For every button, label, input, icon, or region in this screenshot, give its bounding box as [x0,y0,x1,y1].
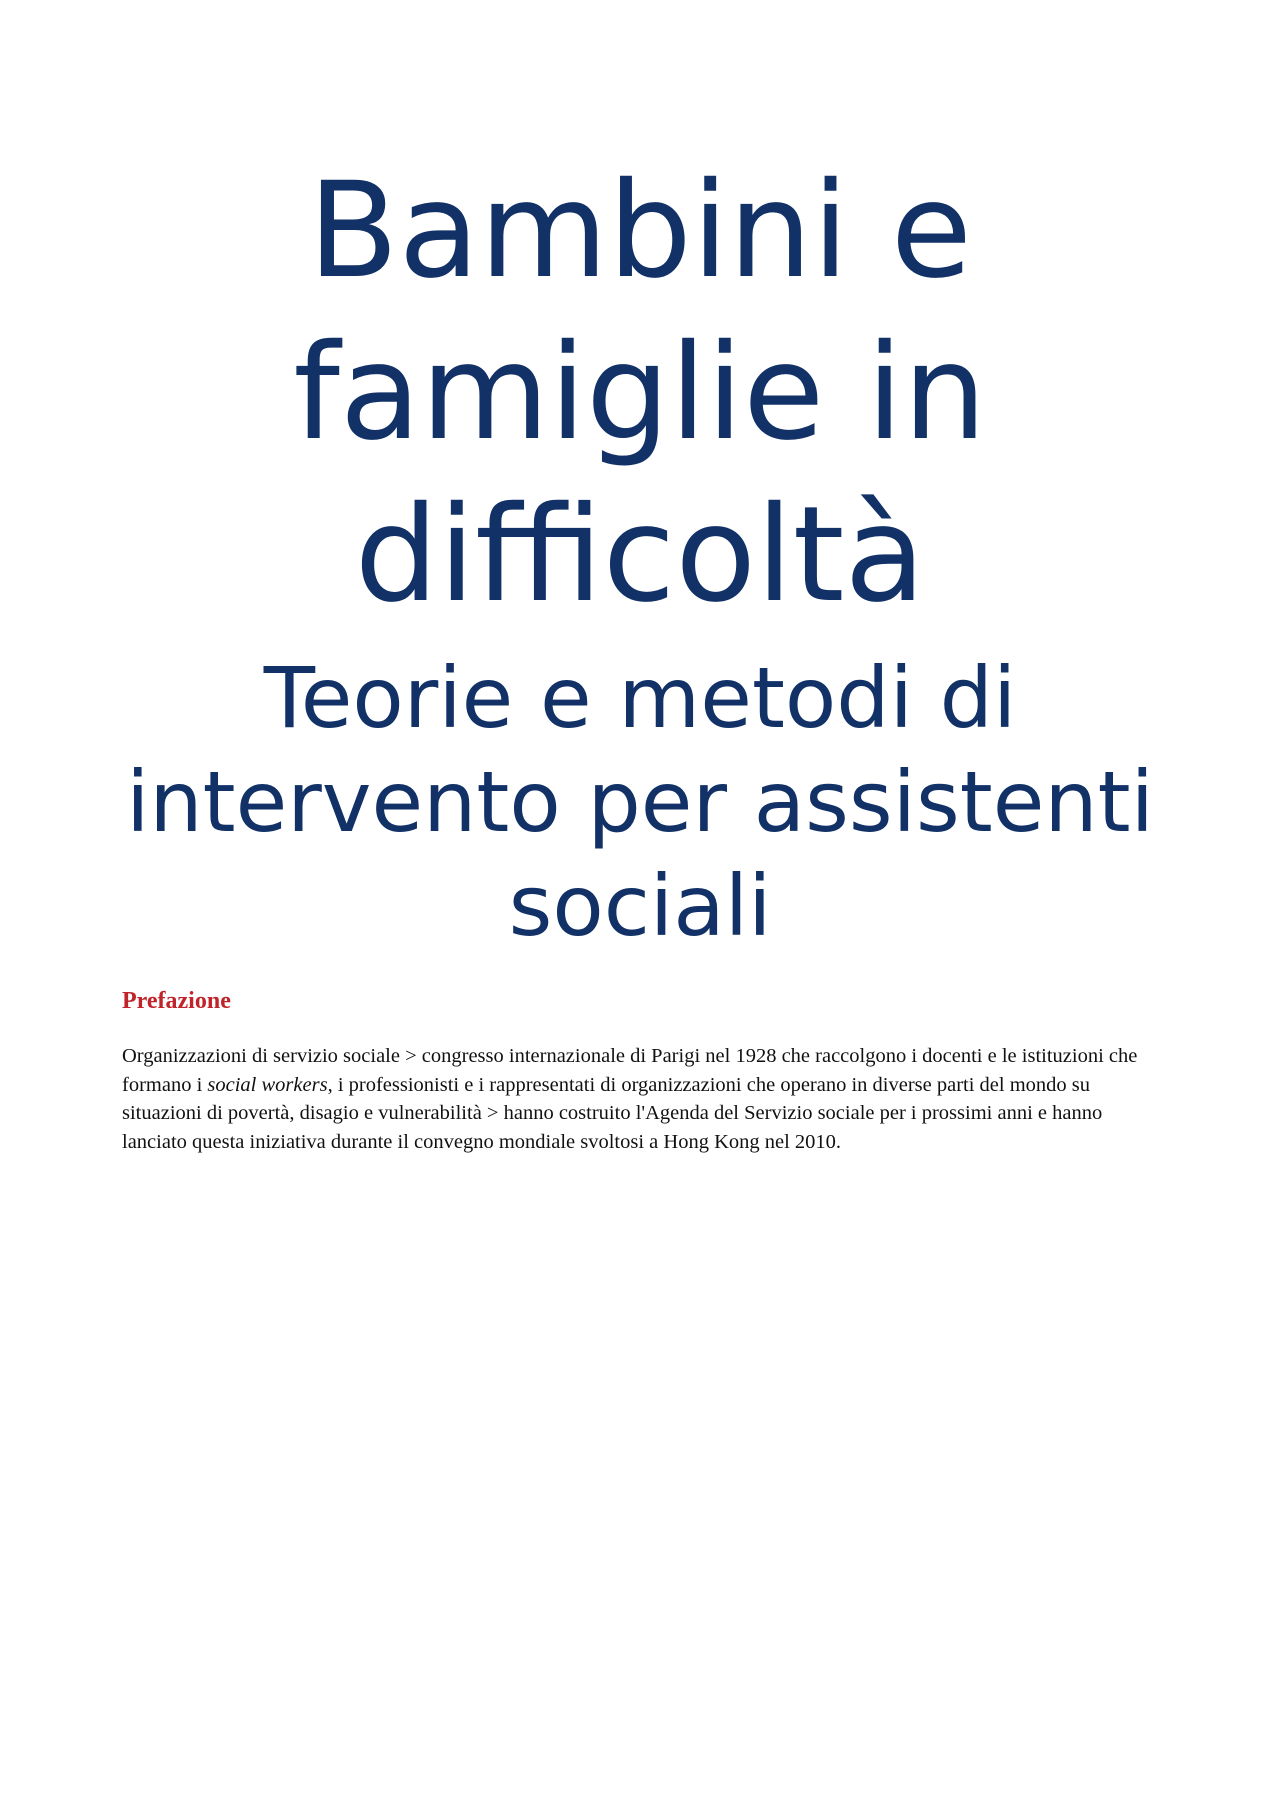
section-heading-prefazione: Prefazione [122,988,231,1014]
preface-text-part-1: Organizzazioni di servizio sociale > congresso internazionale di Parigi nel 1928 che raccolgono i docenti e le istituzioni che formano i [122,1045,1138,1096]
preface-text-italic: social workers [207,1073,328,1096]
preface-paragraph [122,1042,1158,1156]
document-subtitle: Teorie e metodi di intervento per assistenti sociali [126,649,1154,955]
document-title: Bambini e famiglie in difficoltà [293,154,987,632]
preface-text-part-2: , i professionisti e i rappresentati di organizzazioni che operano in diverse parti del mondo su situazioni di povertà, disagio e vulnerabilità > hanno costruito l'Agenda del Servizio sociale per i prossimi anni e hanno lanciato questa iniziativa durante il convegno mondiale svoltosi a Hong Kong nel 2010. [122,1073,1103,1153]
